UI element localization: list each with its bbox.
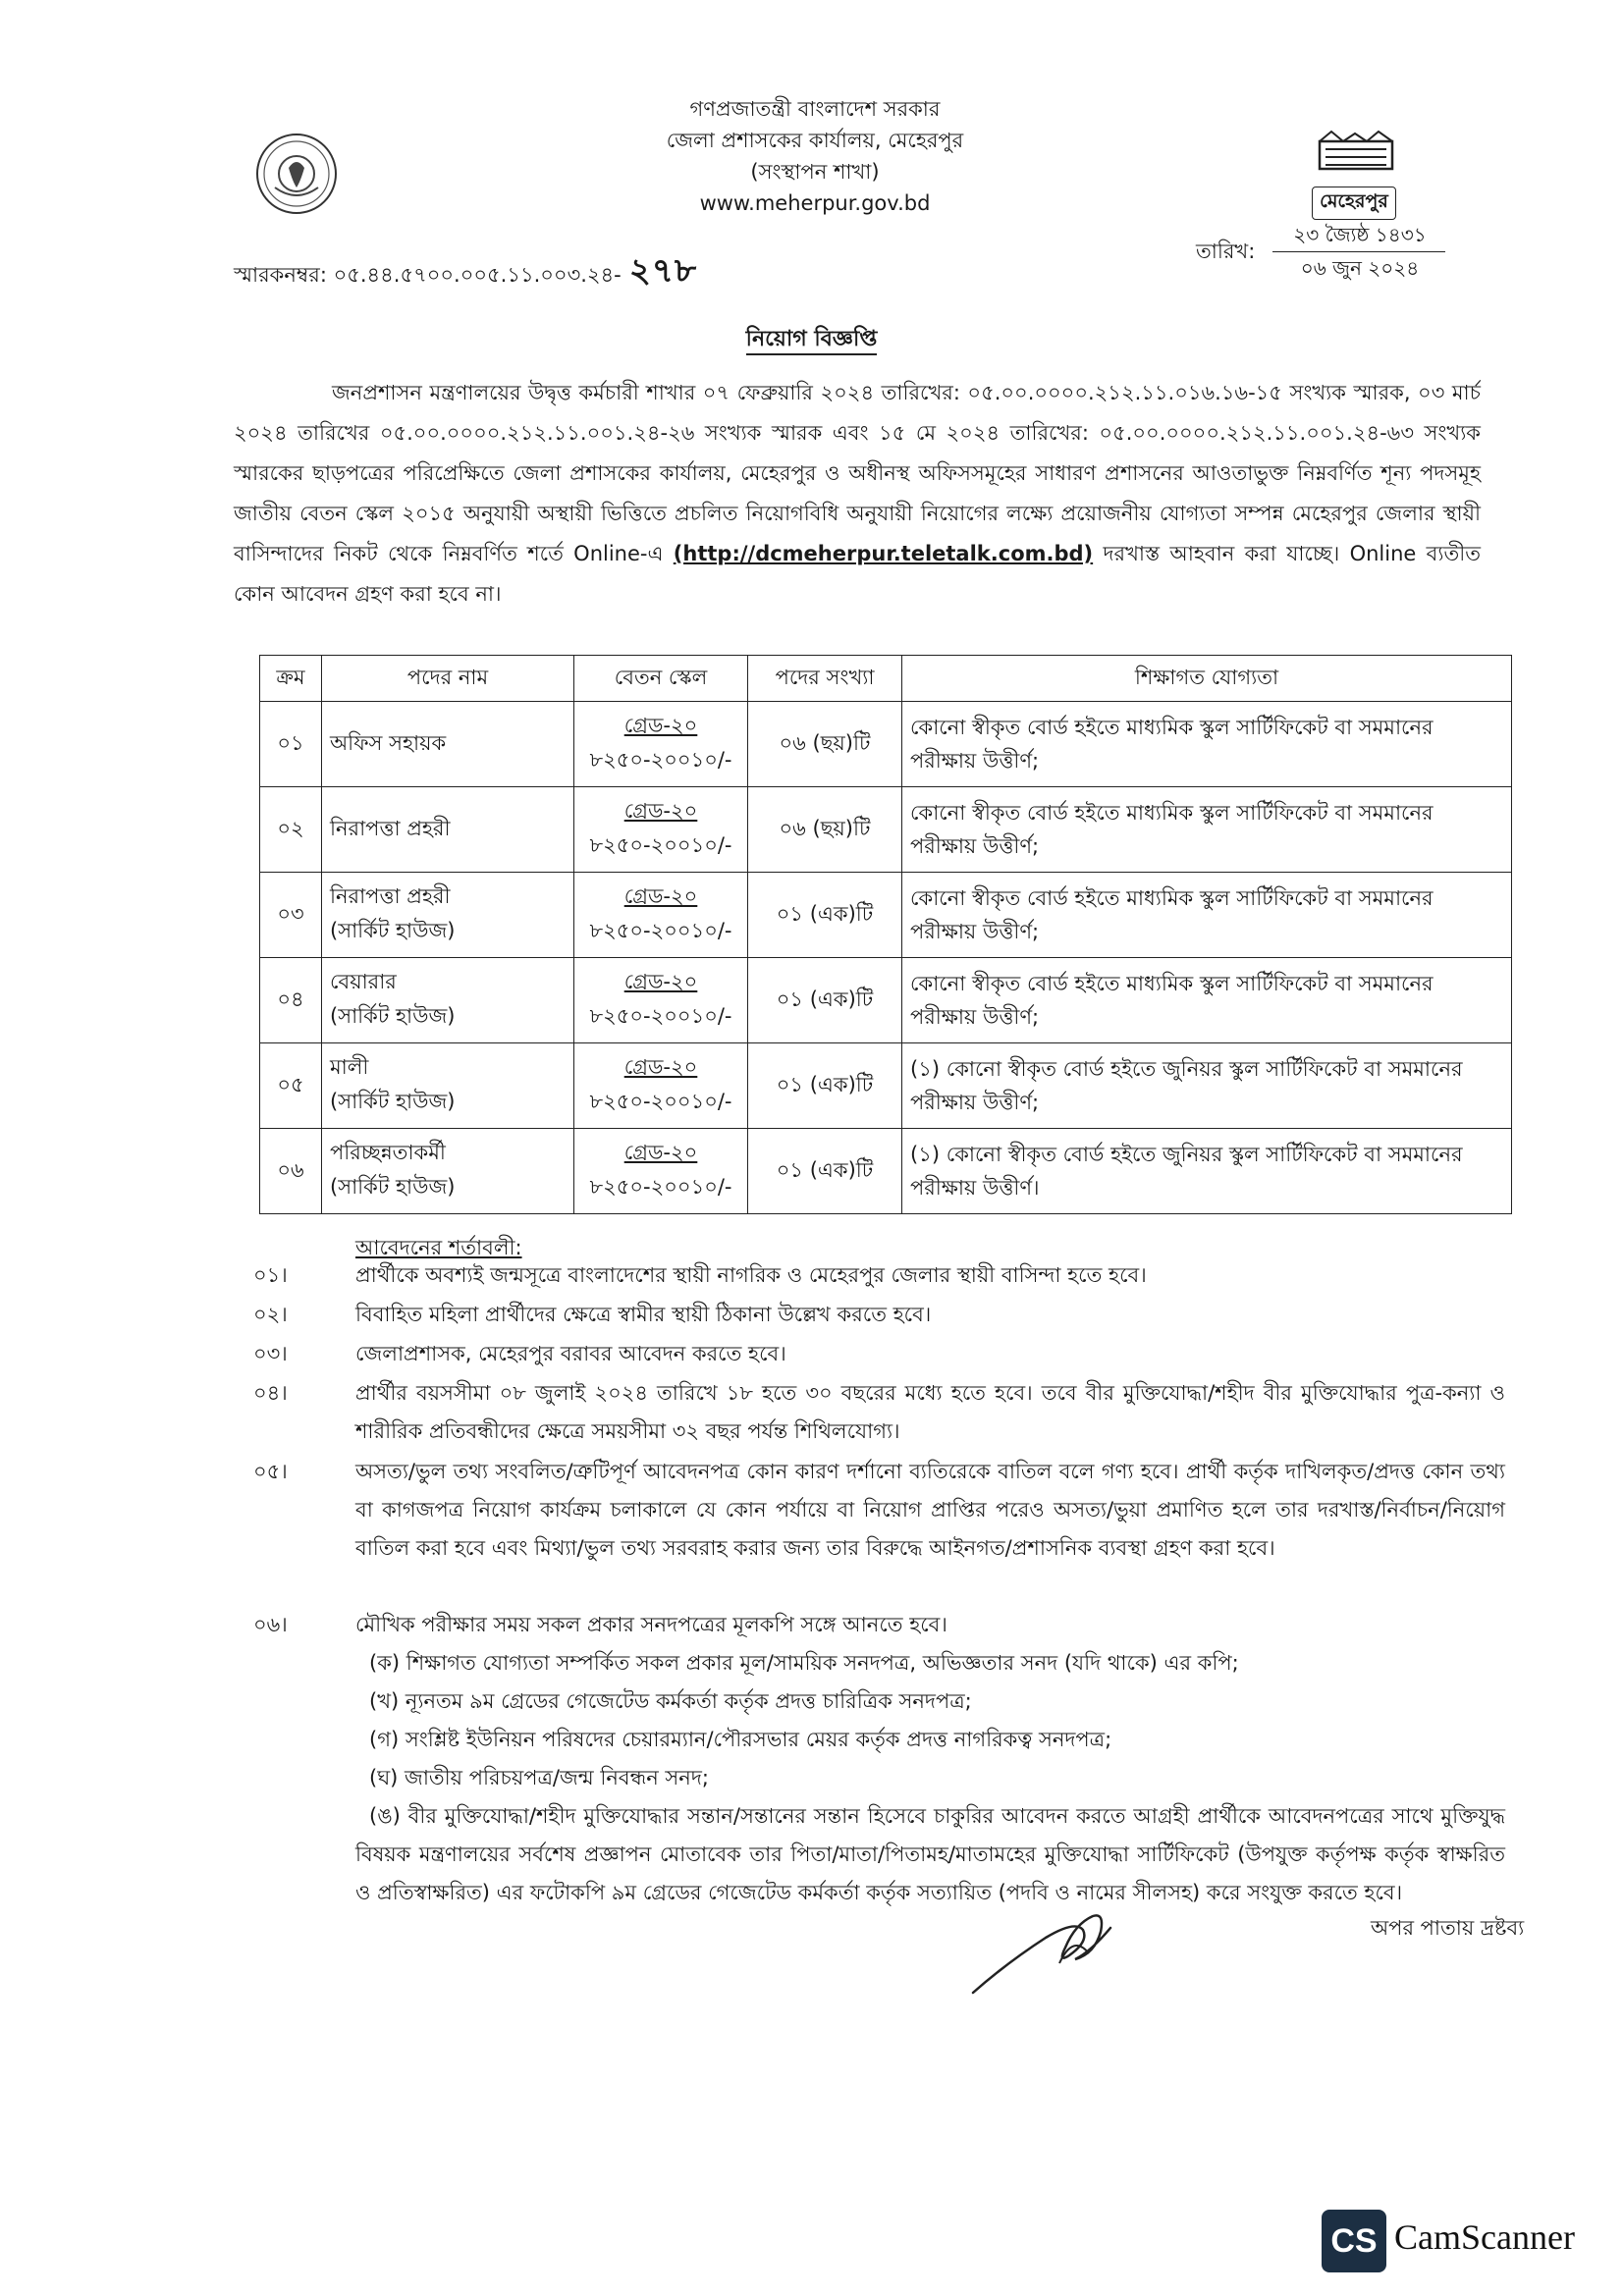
condition-number: ০৩। — [253, 1342, 288, 1365]
cell-pay-scale: গ্রেড-২০ ৮২৫০-২০০১০/- — [574, 873, 748, 958]
condition-text: বিবাহিত মহিলা প্রার্থীদের ক্ষেত্রে স্বামীর স্থায়ী ঠিকানা উল্লেখ করতে হবে। — [355, 1303, 932, 1326]
document-sub-item: (ঙ) বীর মুক্তিযোদ্ধা/শহীদ মুক্তিযোদ্ধার সন্তান/সন্তানের সন্তান হিসেবে চাকুরির আবেদন করতে আগ্রহী প্রার্থীকে আবেদনপত্রের সাথে মুক্তিযুদ্ধ বিষয়ক মন্ত্রণালয়ের সর্বশেষ প্রজ্ঞাপন মোতাবেক তার পিতা/মাতা/পিতামহ/মাতামহের মুক্তিযোদ্ধা সার্টিফিকেট (উপযুক্ত কর্তৃপক্ষ কর্তৃক স্বাক্ষরিত ও প্রতিস্বাক্ষরিত) এর ফটোকপি ৯ম গ্রেডের গেজেটেড কর্মকর্তা কর্তৃক সত্যায়িত (পদবি ও নামের সীলসহ) করে সংযুক্ত করতে হবে। — [355, 1804, 1505, 1904]
next-page-note: অপর পাতায় দ্রষ্টব্য — [1371, 1916, 1525, 1940]
condition-item — [253, 1256, 1505, 1295]
application-link[interactable]: (http://dcmeherpur.teletalk.com.bd) — [673, 542, 1094, 565]
table-row — [260, 958, 1512, 1043]
district-logo-icon — [1312, 128, 1406, 183]
table-row — [260, 787, 1512, 873]
cell-pay-scale: গ্রেড-২০ ৮২৫০-২০০১০/- — [574, 958, 748, 1043]
cell-post-name: অফিস সহায়ক — [322, 702, 574, 787]
condition-item — [253, 1374, 1505, 1451]
condition-item — [253, 1335, 1505, 1373]
col-header-pay-scale: বেতন স্কেল — [574, 656, 748, 702]
date-bangla: ২৩ জ্যৈষ্ঠ ১৪৩১ — [1293, 223, 1427, 246]
cell-post-name: নিরাপত্তা প্রহরী — [322, 787, 574, 873]
condition-number: ০৫। — [253, 1460, 288, 1483]
table-header-row — [260, 656, 1512, 702]
cell-serial: ০৫ — [260, 1043, 322, 1129]
header-line-government: গণপ্রজাতন্ত্রী বাংলাদেশ সরকার — [689, 97, 941, 121]
meherpur-logo — [1312, 128, 1406, 216]
intro-text: জনপ্রশাসন মন্ত্রণালয়ের উদ্বৃত্ত কর্মচারী শাখার ০৭ ফেব্রুয়ারি ২০২৪ তারিখের: ০৫.০০.০০০০.২১২.১১.০১৬.১৬-১৫ সংখ্যক স্মারক, ০৩ মার্চ ২০২৪ তারিখের ০৫.০০.০০০০.২১২.১১.০০১.২৪-২৬ সংখ্যক স্মারক এবং ১৫ মে ২০২৪ তারিখের: ০৫.০০.০০০০.২১২.১১.০০১.২৪-৬৩ সংখ্যক স্মারকের ছাড়পত্রের পরিপ্রেক্ষিতে জেলা প্রশাসকের কার্যালয়, মেহেরপুর ও অধীনস্থ অফিসসমূহের সাধারণ প্রশাসনের আওতাভুক্ত নিম্নবর্ণিত শূন্য পদসমূহ জাতীয় বেতন স্কেল ২০১৫ অনুযায়ী অস্থায়ী ভিত্তিতে প্রচলিত নিয়োগবিধি অনুযায়ী নিয়োগের লক্ষ্যে প্রয়োজনীয় যোগ্যতা সম্পন্ন মেহেরপুর জেলার স্থায়ী বাসিন্দাদের নিকট থেকে নিম্নবর্ণিত শর্তে Online-এ — [234, 381, 1481, 565]
logo-text: মেহেরপুর — [1312, 187, 1396, 220]
document-sub-item: (গ) সংশ্লিষ্ট ইউনিয়ন পরিষদের চেয়ারম্যান/পৌরসভার মেয়র কর্তৃক প্রদত্ত নাগরিকত্ব সনদপত্র; — [369, 1728, 1112, 1751]
notice-title: নিয়োগ বিজ্ঞপ্তি — [0, 322, 1623, 358]
cell-post-count: ০১ (এক)টি — [748, 958, 902, 1043]
cell-post-count: ০১ (এক)টি — [748, 1129, 902, 1214]
cell-post-count: ০৬ (ছয়)টি — [748, 787, 902, 873]
cell-pay-scale: গ্রেড-২০ ৮২৫০-২০০১০/- — [574, 1129, 748, 1214]
condition-number: ০৪। — [253, 1381, 288, 1405]
government-seal-icon — [253, 131, 340, 217]
condition-text: প্রার্থীর বয়সসীমা ০৮ জুলাই ২০২৪ তারিখে ১৮ হতে ৩০ বছরের মধ্যে হতে হবে। তবে বীর মুক্তিযোদ্ধা/শহীদ বীর মুক্তিযোদ্ধার পুত্র-কন্যা ও শারীরিক প্রতিবন্ধীদের ক্ষেত্রে সময়সীমা ৩২ বছর পর্যন্ত শিথিলযোগ্য। — [355, 1381, 1505, 1443]
condition-item — [253, 1606, 1505, 1912]
col-header-qualification: শিক্ষাগত যোগ্যতা — [902, 656, 1512, 702]
condition-text: অসত্য/ভুল তথ্য সংবলিত/ত্রুটিপূর্ণ আবেদনপত্র কোন কারণ দর্শানো ব্যতিরেকে বাতিল বলে গণ্য হবে। প্রার্থী কর্তৃক দাখিলকৃত/প্রদত্ত কোন তথ্য বা কাগজপত্র নিয়োগ কার্যক্রম চলাকালে যে কোন পর্যায়ে বা নিয়োগ প্রাপ্তির পরেও অসত্য/ভুয়া প্রমাণিত হলে তার দরখাস্ত/নির্বাচন/নিয়োগ বাতিল করা হবে এবং মিথ্যা/ভুল তথ্য সরবরাহ করার জন্য তার বিরুদ্ধে আইনগত/প্রশাসনিক ব্যবস্থা গ্রহণ করা হবে। — [355, 1460, 1505, 1560]
cell-pay-scale: গ্রেড-২০ ৮২৫০-২০০১০/- — [574, 787, 748, 873]
cell-post-count: ০৬ (ছয়)টি — [748, 702, 902, 787]
table-row — [260, 1043, 1512, 1129]
cell-serial: ০১ — [260, 702, 322, 787]
intro-text-end: দরখাস্ত আহবান করা যাচ্ছে। Online ব্যতীত কোন আবেদন গ্রহণ করা হবে না। — [234, 542, 1481, 606]
camscanner-watermark: CamScanner — [1394, 2217, 1575, 2257]
condition-text: জেলাপ্রশাসক, মেহেরপুর বরাবর আবেদন করতে হবে। — [355, 1342, 786, 1365]
cell-post-name: মালী (সার্কিট হাউজ) — [322, 1043, 574, 1129]
cell-qualification: কোনো স্বীকৃত বোর্ড হইতে মাধ্যমিক স্কুল সার্টিফিকেট বা সমমানের পরীক্ষায় উত্তীর্ণ; — [902, 873, 1512, 958]
table-row — [260, 1129, 1512, 1214]
condition-item — [253, 1453, 1505, 1568]
date-label: তারিখ: — [1196, 240, 1256, 263]
table-row — [260, 873, 1512, 958]
cell-pay-scale: গ্রেড-২০ ৮২৫০-২০০১০/- — [574, 1043, 748, 1129]
document-sub-item: (ঘ) জাতীয় পরিচয়পত্র/জন্ম নিবন্ধন সনদ; — [369, 1766, 709, 1789]
cell-qualification: (১) কোনো স্বীকৃত বোর্ড হইতে জুনিয়র স্কুল সার্টিফিকেট বা সমমানের পরীক্ষায় উত্তীর্ণ। — [902, 1129, 1512, 1214]
document-sub-item: (ক) শিক্ষাগত যোগ্যতা সম্পর্কিত সকল প্রকার মূল/সাময়িক সনদপত্র, অভিজ্ঞতার সনদ (যদি থাকে) এর কপি; — [369, 1651, 1239, 1675]
condition-item — [253, 1296, 1505, 1334]
cell-qualification: কোনো স্বীকৃত বোর্ড হইতে মাধ্যমিক স্কুল সার্টিফিকেট বা সমমানের পরীক্ষায় উত্তীর্ণ; — [902, 702, 1512, 787]
cell-qualification: (১) কোনো স্বীকৃত বোর্ড হইতে জুনিয়র স্কুল সার্টিফিকেট বা সমমানের পরীক্ষায় উত্তীর্ণ; — [902, 1043, 1512, 1129]
cell-post-name: পরিচ্ছন্নতাকর্মী (সার্কিট হাউজ) — [322, 1129, 574, 1214]
cell-serial: ০২ — [260, 787, 322, 873]
camscanner-logo-icon: CS — [1322, 2210, 1386, 2272]
memo-number — [234, 245, 697, 301]
cell-qualification: কোনো স্বীকৃত বোর্ড হইতে মাধ্যমিক স্কুল সার্টিফিকেট বা সমমানের পরীক্ষায় উত্তীর্ণ; — [902, 787, 1512, 873]
header-line-website: www.meherpur.gov.bd — [699, 191, 931, 215]
cell-post-name: নিরাপত্তা প্রহরী (সার্কিট হাউজ) — [322, 873, 574, 958]
header-line-branch: (সংস্থাপন শাখা) — [750, 160, 880, 184]
col-header-post-count: পদের সংখ্যা — [748, 656, 902, 702]
col-header-serial: ক্রম — [260, 656, 322, 702]
header-line-office: জেলা প্রশাসকের কার্যালয়, মেহেরপুর — [666, 129, 964, 152]
cell-post-name: বেয়ারার (সার্কিট হাউজ) — [322, 958, 574, 1043]
date-english: ০৬ জুন ২০২৪ — [1300, 256, 1420, 280]
intro-paragraph — [234, 373, 1481, 614]
cell-post-count: ০১ (এক)টি — [748, 1043, 902, 1129]
memo-label: স্মারকনম্বর: ০৫.৪৪.৫৭০০.০০৫.১১.০০৩.২৪- — [234, 263, 622, 287]
condition-text: মৌখিক পরীক্ষার সময় সকল প্রকার সনদপত্রের মূলকপি সঙ্গে আনতে হবে। — [355, 1613, 947, 1636]
posts-table — [259, 655, 1512, 1214]
table-row — [260, 702, 1512, 787]
signature-icon — [967, 1895, 1154, 2002]
cell-pay-scale: গ্রেড-২০ ৮২৫০-২০০১০/- — [574, 702, 748, 787]
condition-number: ০১। — [253, 1263, 288, 1287]
cell-serial: ০৪ — [260, 958, 322, 1043]
conditions-heading: আবেদনের শর্তাবলী: — [355, 1236, 522, 1259]
condition-number: ০২। — [253, 1303, 288, 1326]
office-header — [550, 93, 1080, 219]
document-sub-item: (খ) ন্যূনতম ৯ম গ্রেডের গেজেটেড কর্মকর্তা কর্তৃক প্রদত্ত চারিত্রিক সনদপত্র; — [369, 1689, 972, 1713]
cell-qualification: কোনো স্বীকৃত বোর্ড হইতে মাধ্যমিক স্কুল সার্টিফিকেট বা সমমানের পরীক্ষায় উত্তীর্ণ; — [902, 958, 1512, 1043]
handwritten-memo-number: ২৭৮ — [628, 251, 698, 291]
cell-post-count: ০১ (এক)টি — [748, 873, 902, 958]
cell-serial: ০৩ — [260, 873, 322, 958]
col-header-post-name: পদের নাম — [322, 656, 574, 702]
condition-text: প্রার্থীকে অবশ্যই জন্মসূত্রে বাংলাদেশের স্থায়ী নাগরিক ও মেহেরপুর জেলার স্থায়ী বাসিন্দা হতে হবে। — [355, 1263, 1147, 1287]
date-divider — [1272, 251, 1445, 252]
cell-serial: ০৬ — [260, 1129, 322, 1214]
condition-number: ০৬। — [253, 1613, 288, 1636]
